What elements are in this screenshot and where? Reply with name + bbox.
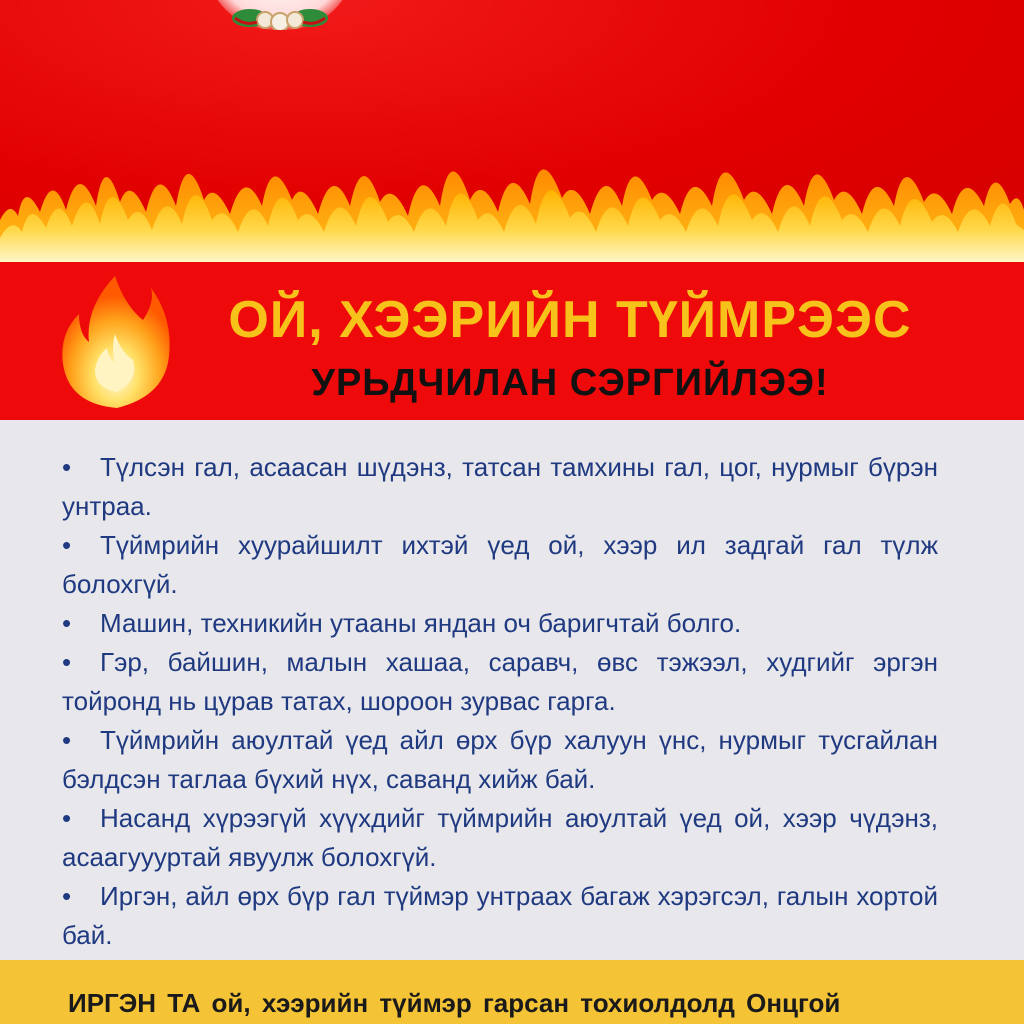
rules-list bbox=[0, 420, 1024, 955]
page-title: ОЙ, ХЭЭРИЙН ТҮЙМРЭЭС bbox=[228, 291, 912, 349]
page-subtitle: УРЬДЧИЛАН СЭРГИЙЛЭЭ! bbox=[311, 362, 829, 404]
list-item: • Түймрийн аюултай үед айл өрх бүр халуун үнс, нурмыг тусгайлан бэлдсэн таглаа бүхий нүх, саванд хийж бай. bbox=[62, 725, 938, 794]
list-item: • Гэр, байшин, малын хашаа, саравч, өвс тэжээл, худгийг эргэн тойронд нь цурав татах, шороон зурвас гарга. bbox=[62, 647, 938, 716]
list-item: • Түймрийн хуурайшилт ихтэй үед ой, хээр ил задгай гал түлж болохгүй. bbox=[62, 530, 938, 599]
flame-icon bbox=[55, 272, 175, 412]
list-item: • Насанд хүрээгүй хүүхдийг түймрийн аюултай үед ой, хээр чүдэнз, асаагуууртай явуулж болохгүй. bbox=[62, 803, 938, 872]
list-item: • Түлсэн гал, асаасан шүдэнз, татсан тамхины гал, цог, нурмыг бүрэн унтраа. bbox=[62, 452, 938, 521]
footer-text: ИРГЭН ТА ой, хээрийн түймэр гарсан тохиолдолд Онцгой bbox=[68, 988, 841, 1018]
flames-border-icon bbox=[0, 120, 1024, 262]
header-band bbox=[0, 0, 1024, 262]
list-item: • Иргэн, айл өрх бүр гал түймэр унтраах багаж хэрэгсэл, галын хортой бай. bbox=[62, 881, 938, 950]
rules-panel bbox=[0, 420, 1024, 960]
emblem-icon bbox=[205, 0, 355, 30]
list-item: • Машин, техникийн утааны яндан оч баригчтай болго. bbox=[62, 608, 742, 638]
